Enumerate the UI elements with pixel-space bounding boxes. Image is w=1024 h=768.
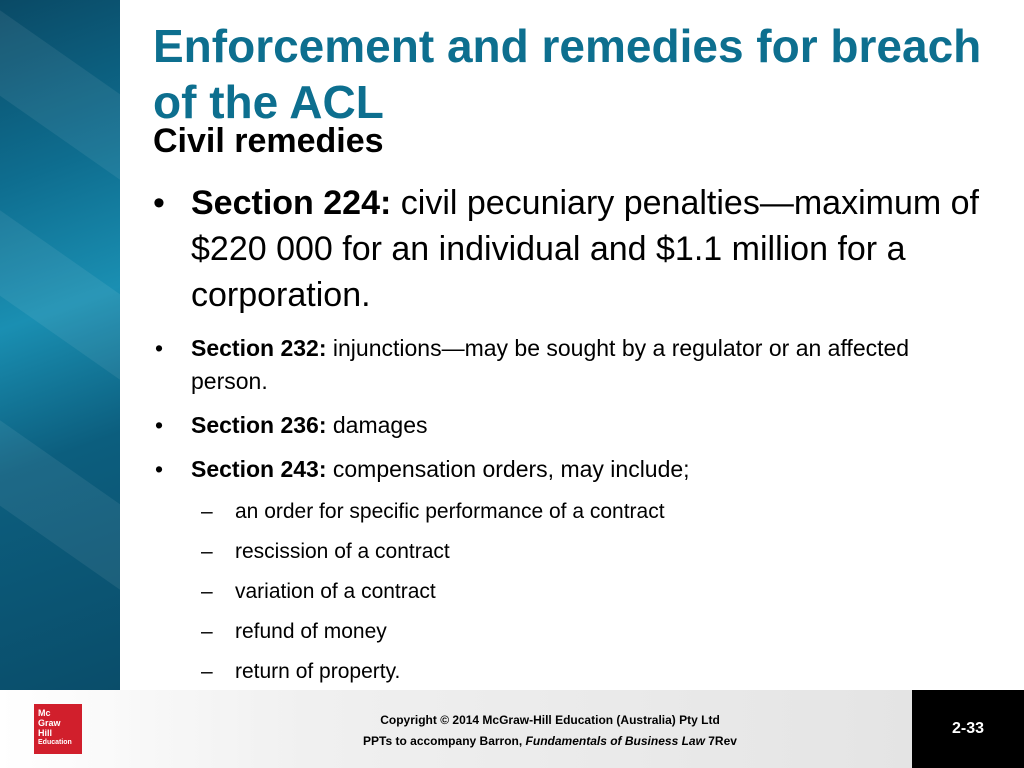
dash-glyph: – <box>201 660 213 683</box>
sub-bullet-text: refund of money <box>235 620 387 643</box>
bullet-heading: Section 224: <box>191 184 392 222</box>
sub-bullet-text: an order for specific performance of a contract <box>235 500 665 523</box>
dash-glyph: – <box>201 540 213 563</box>
bullet-heading: Section 243: <box>191 456 327 482</box>
bullet-section-243 <box>153 453 983 486</box>
sidebar-stripe <box>0 390 120 619</box>
bullet-section-236 <box>153 409 983 442</box>
bullet-section-224 <box>153 180 983 318</box>
bullet-section-232 <box>153 332 983 398</box>
bullet-glyph: • <box>155 456 164 482</box>
book-title: Fundamentals of Business Law <box>525 734 705 748</box>
ppt-credit-line: PPTs to accompany Barron, Fundamentals of Business Law 7Rev <box>363 734 737 748</box>
copyright-line: Copyright © 2014 McGraw-Hill Education (Australia) Pty Ltd <box>380 713 720 727</box>
bullet-glyph: • <box>155 412 164 438</box>
sub-bullet-text: return of property. <box>235 660 401 683</box>
slide-content <box>153 180 983 697</box>
copyright-notice <box>190 710 910 752</box>
dash-glyph: – <box>201 580 213 603</box>
sidebar-stripe <box>0 180 120 409</box>
slide-footer <box>0 690 1024 768</box>
sub-bullet <box>153 537 983 566</box>
page-number-box <box>912 690 1024 768</box>
bullet-glyph: • <box>153 184 165 222</box>
mcgraw-hill-logo: Mc Graw Hill Education <box>34 704 82 754</box>
bullet-text: compensation orders, may include; <box>326 456 690 482</box>
bullet-text: civil pecuniary penalties—maximum of $220 000 for an individual and $1.1 million for a corporation. <box>191 184 979 314</box>
bullet-text: damages <box>326 412 428 438</box>
sub-bullet <box>153 577 983 606</box>
dash-glyph: – <box>201 620 213 643</box>
decorative-sidebar <box>0 0 120 690</box>
sub-bullet <box>153 617 983 646</box>
dash-glyph: – <box>201 500 213 523</box>
bullet-glyph: • <box>155 335 164 361</box>
page-number: 2-33 <box>951 720 985 737</box>
slide-subtitle: Civil remedies <box>153 122 384 160</box>
sub-bullet-text: rescission of a contract <box>235 540 450 563</box>
sub-bullet <box>153 657 983 686</box>
bullet-text: injunctions—may be sought by a regulator or an affected person. <box>191 335 910 394</box>
bullet-heading: Section 232: <box>191 335 327 361</box>
sidebar-stripe <box>0 0 120 210</box>
sub-bullet-text: variation of a contract <box>235 580 436 603</box>
sub-bullet <box>153 497 983 526</box>
slide-title: Enforcement and remedies for breach of the ACL <box>153 20 982 128</box>
bullet-heading: Section 236: <box>191 412 327 438</box>
